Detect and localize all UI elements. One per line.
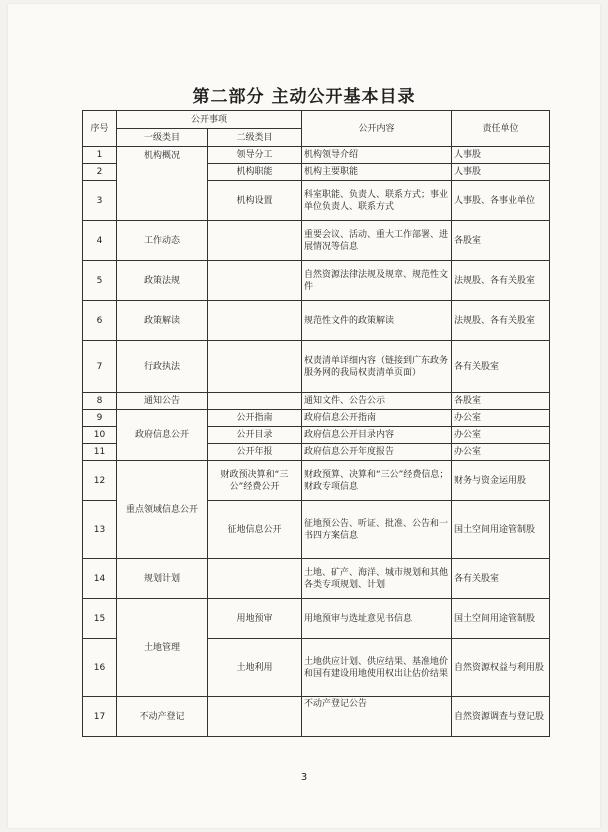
cell-unit: 自然资源调查与登记股 (452, 697, 550, 737)
header-public-items: 公开事项 (117, 111, 302, 129)
cell-seq: 8 (83, 393, 117, 410)
cell-level1: 重点领域信息公开 (117, 461, 208, 559)
cell-content: 政府信息公开指南 (302, 410, 452, 427)
cell-seq: 9 (83, 410, 117, 427)
cell-unit: 各有关股室 (452, 559, 550, 599)
cell-content: 用地预审与选址意见书信息 (302, 599, 452, 639)
cell-unit: 办公室 (452, 444, 550, 461)
table-header-row (83, 111, 550, 129)
document-page (8, 4, 600, 828)
cell-level2: 机构设置 (208, 181, 302, 221)
header-level1: 一级类目 (117, 129, 208, 147)
cell-level2: 公开目录 (208, 427, 302, 444)
cell-content: 机构领导介绍 (302, 147, 452, 164)
cell-level2: 机构职能 (208, 164, 302, 181)
cell-seq: 10 (83, 427, 117, 444)
cell-level2 (208, 261, 302, 301)
cell-content: 机构主要职能 (302, 164, 452, 181)
cell-unit: 法规股、各有关股室 (452, 261, 550, 301)
cell-content: 政府信息公开目录内容 (302, 427, 452, 444)
cell-unit: 办公室 (452, 410, 550, 427)
cell-seq: 6 (83, 301, 117, 341)
cell-seq: 14 (83, 559, 117, 599)
cell-level2: 用地预审 (208, 599, 302, 639)
cell-seq: 17 (83, 697, 117, 737)
cell-seq: 13 (83, 501, 117, 559)
cell-unit: 国土空间用途管制股 (452, 501, 550, 559)
cell-seq: 5 (83, 261, 117, 301)
page-number: 3 (300, 772, 308, 783)
cell-seq: 16 (83, 639, 117, 697)
cell-unit: 人事股、各事业单位 (452, 181, 550, 221)
cell-seq: 1 (83, 147, 117, 164)
cell-level2: 公开指南 (208, 410, 302, 427)
cell-seq: 7 (83, 341, 117, 393)
cell-seq: 12 (83, 461, 117, 501)
cell-unit: 各股室 (452, 221, 550, 261)
header-level2: 二级类目 (208, 129, 302, 147)
table-row (83, 221, 550, 261)
cell-content: 重要会议、活动、重大工作部署、进展情况等信息 (302, 221, 452, 261)
cell-unit: 办公室 (452, 427, 550, 444)
cell-seq: 4 (83, 221, 117, 261)
table-row (83, 301, 550, 341)
cell-level2: 土地利用 (208, 639, 302, 697)
cell-level2: 领导分工 (208, 147, 302, 164)
cell-seq: 11 (83, 444, 117, 461)
cell-unit: 人事股 (452, 164, 550, 181)
cell-level2: 公开年报 (208, 444, 302, 461)
cell-unit: 国土空间用途管制股 (452, 599, 550, 639)
cell-seq: 2 (83, 164, 117, 181)
cell-content: 不动产登记公告 (302, 697, 452, 737)
cell-level1: 机构概况 (117, 147, 208, 221)
cell-level1: 行政执法 (117, 341, 208, 393)
table-row (83, 410, 550, 427)
cell-content: 财政预算、决算和“三公”经费信息；财政专项信息 (302, 461, 452, 501)
cell-level2 (208, 697, 302, 737)
catalog-table (82, 110, 550, 737)
cell-level1: 通知公告 (117, 393, 208, 410)
table-row (83, 147, 550, 164)
cell-content: 规范性文件的政策解读 (302, 301, 452, 341)
cell-content: 土地、矿产、海洋、城市规划和其他各类专项规划、计划 (302, 559, 452, 599)
cell-level1: 土地管理 (117, 599, 208, 697)
cell-level2: 征地信息公开 (208, 501, 302, 559)
page-title: 第二部分 主动公开基本目录 (192, 87, 416, 107)
cell-level1: 政府信息公开 (117, 410, 208, 461)
cell-level1: 不动产登记 (117, 697, 208, 737)
header-seq: 序号 (83, 111, 117, 147)
cell-seq: 3 (83, 181, 117, 221)
table-row (83, 599, 550, 639)
header-unit: 责任单位 (452, 111, 550, 147)
cell-level2 (208, 559, 302, 599)
cell-level1: 政策法规 (117, 261, 208, 301)
cell-content: 土地供应计划、供应结果、基准地价和国有建设用地使用权出让估价结果 (302, 639, 452, 697)
cell-level2 (208, 221, 302, 261)
cell-unit: 法规股、各有关股室 (452, 301, 550, 341)
cell-unit: 各股室 (452, 393, 550, 410)
cell-unit: 自然资源权益与利用股 (452, 639, 550, 697)
cell-unit: 各有关股室 (452, 341, 550, 393)
cell-content: 自然资源法律法规及规章、规范性文件 (302, 261, 452, 301)
cell-level2 (208, 393, 302, 410)
cell-content: 征地预公告、听证、批准、公告和一书四方案信息 (302, 501, 452, 559)
table-row (83, 559, 550, 599)
cell-level2 (208, 341, 302, 393)
cell-unit: 财务与资金运用股 (452, 461, 550, 501)
cell-content: 科室职能、负责人、联系方式；事业单位负责人、联系方式 (302, 181, 452, 221)
cell-level1: 规划计划 (117, 559, 208, 599)
cell-level1: 工作动态 (117, 221, 208, 261)
cell-seq: 15 (83, 599, 117, 639)
cell-content: 政府信息公开年度报告 (302, 444, 452, 461)
header-content: 公开内容 (302, 111, 452, 147)
table-row (83, 341, 550, 393)
cell-level2: 财政预决算和“三公”经费公开 (208, 461, 302, 501)
table-row (83, 461, 550, 501)
table-row (83, 393, 550, 410)
cell-content: 权责清单详细内容（链接到广东政务服务网的我局权责清单页面） (302, 341, 452, 393)
cell-level1: 政策解读 (117, 301, 208, 341)
table-row (83, 697, 550, 737)
cell-level2 (208, 301, 302, 341)
cell-unit: 人事股 (452, 147, 550, 164)
table-row (83, 261, 550, 301)
cell-content: 通知文件、公告公示 (302, 393, 452, 410)
